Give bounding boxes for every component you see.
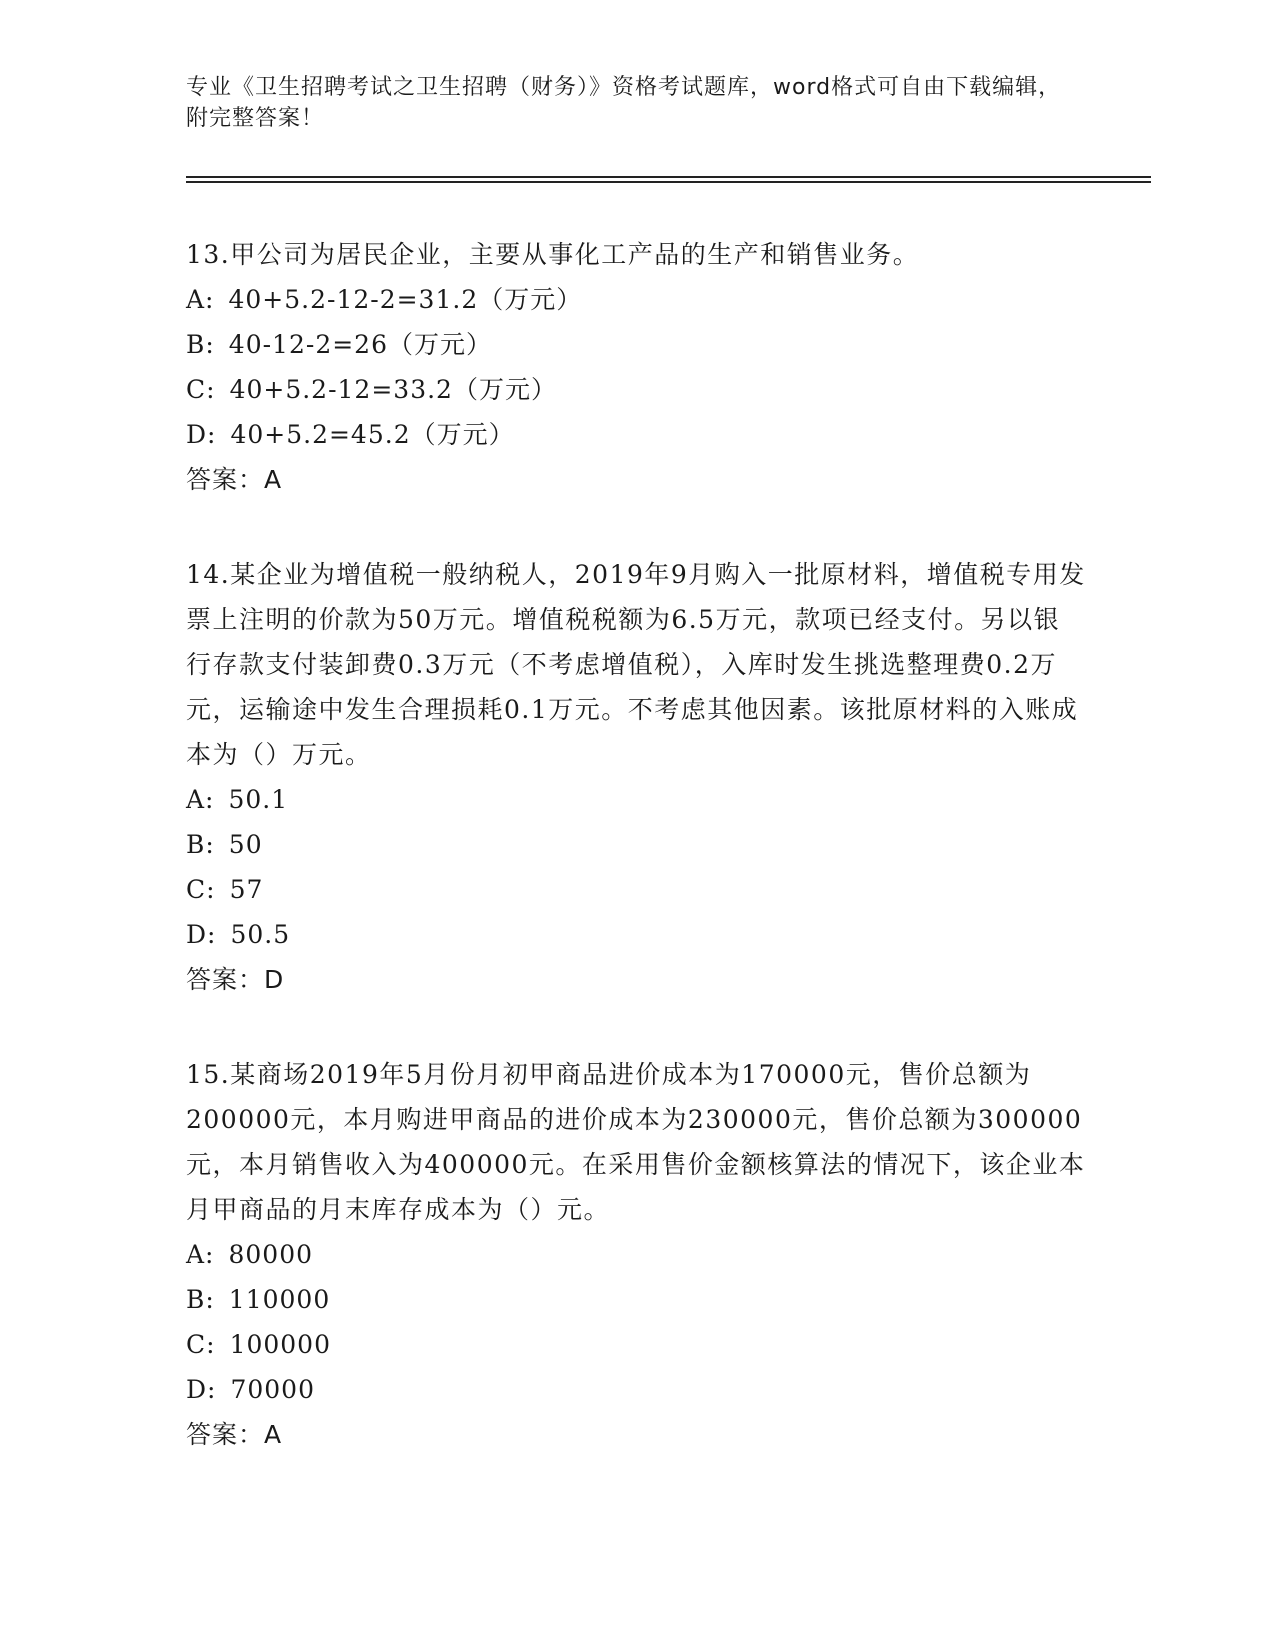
question-14-answer: 答案：D xyxy=(186,965,285,994)
option-letter: C: xyxy=(186,375,216,404)
question-15-option-c xyxy=(186,1322,331,1367)
option-letter: D: xyxy=(186,920,217,949)
header-divider-top xyxy=(186,176,1151,178)
question-14-option-d xyxy=(186,912,290,957)
option-letter: B: xyxy=(186,830,215,859)
question-14-option-c xyxy=(186,867,263,912)
option-value: 110000 xyxy=(228,1285,331,1314)
option-value: 50.1 xyxy=(228,785,289,814)
option-value: 40+5.2-12-2=31.2（万元） xyxy=(228,285,583,314)
question-15-answer: 答案：A xyxy=(186,1420,283,1449)
option-letter: D: xyxy=(186,1375,217,1404)
option-letter: A: xyxy=(186,785,215,814)
option-value: 50.5 xyxy=(230,920,291,949)
question-13-option-b xyxy=(186,322,492,367)
option-value: 40-12-2=26（万元） xyxy=(228,330,492,359)
header-divider-bottom xyxy=(186,181,1151,183)
question-15-option-b xyxy=(186,1277,330,1322)
option-value: 40+5.2-12=33.2（万元） xyxy=(229,375,557,404)
question-13-option-c xyxy=(186,367,557,412)
option-letter: C: xyxy=(186,875,216,904)
option-value: 70000 xyxy=(230,1375,315,1404)
question-15-option-a xyxy=(186,1232,313,1277)
option-letter: C: xyxy=(186,1330,216,1359)
question-13-option-a xyxy=(186,277,582,322)
question-15-text: 15.某商场2019年5月份月初甲商品进价成本为170000元，售价总额为200000元，本月购进甲商品的进价成本为230000元，售价总额为300000元，本月销售收入为400000元。在采用售价金额核算法的情况下，该企业本月甲商品的月末库存成本为（）元。 xyxy=(186,1060,1086,1224)
option-value: 80000 xyxy=(228,1240,314,1269)
question-15-option-d xyxy=(186,1367,315,1412)
question-14-option-a xyxy=(186,777,288,822)
option-letter: B: xyxy=(186,330,215,359)
option-value: 40+5.2=45.2（万元） xyxy=(230,420,515,449)
question-13-answer: 答案：A xyxy=(186,465,283,494)
question-13-text: 13.甲公司为居民企业，主要从事化工产品的生产和销售业务。 xyxy=(186,240,920,269)
option-value: 57 xyxy=(229,875,264,904)
option-letter: B: xyxy=(186,1285,215,1314)
question-14-option-b xyxy=(186,822,263,867)
option-value: 100000 xyxy=(229,1330,331,1359)
option-letter: A: xyxy=(186,285,215,314)
question-13-option-d xyxy=(186,412,515,457)
document-header: 专业《卫生招聘考试之卫生招聘（财务）》资格考试题库，word格式可自由下载编辑，附完整答案！ xyxy=(186,75,1062,131)
option-value: 50 xyxy=(228,830,263,859)
option-letter: D: xyxy=(186,420,217,449)
question-14-text: 14.某企业为增值税一般纳税人，2019年9月购入一批原材料，增值税专用发票上注明的价款为50万元。增值税税额为6.5万元，款项已经支付。另以银行存款支付装卸费0.3万元（不考虑增值税），入库时发生挑选整理费0.2万元，运输途中发生合理损耗0.1万元。不考虑其他因素。该批原材料的入账成本为（）万元。 xyxy=(186,560,1086,769)
option-letter: A: xyxy=(186,1240,215,1269)
